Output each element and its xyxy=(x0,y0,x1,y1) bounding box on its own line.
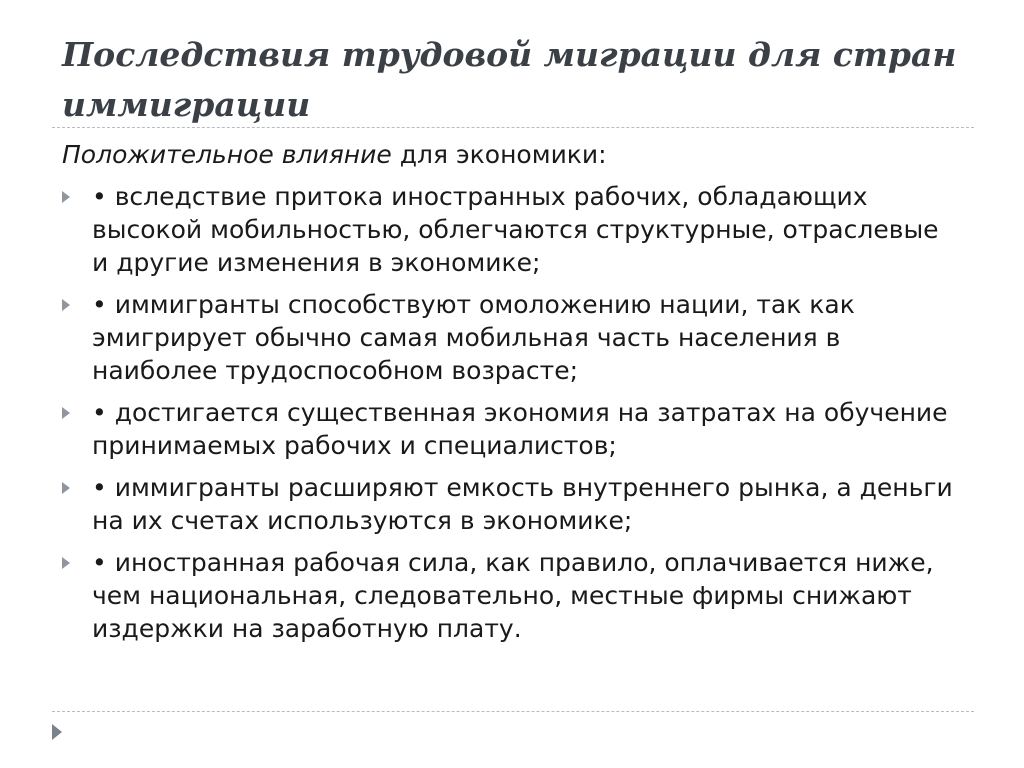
bullet-text: • иностранная рабочая сила, как правило, оплачивается ниже, чем национальная, следовательно, местные фирмы снижают издержки на заработную плату. xyxy=(92,548,934,643)
footer-divider xyxy=(52,711,974,712)
triangle-right-icon xyxy=(62,191,70,203)
triangle-right-icon xyxy=(62,407,70,419)
bullet-text: • достигается существенная экономия на затратах на обучение принимаемых рабочих и специалистов; xyxy=(92,398,948,460)
bullet-list xyxy=(62,180,962,654)
triangle-right-icon xyxy=(62,482,70,494)
triangle-right-icon xyxy=(62,299,70,311)
slide-title: Последствия трудовой миграции для стран иммиграции xyxy=(62,35,957,124)
bullet-text: • иммигранты расширяют емкость внутреннего рынка, а деньги на их счетах используются в экономике; xyxy=(92,473,953,535)
title-divider xyxy=(52,127,974,128)
intro-emphasis: Положительное влияние xyxy=(62,140,392,169)
bullet-text: • вследствие притока иностранных рабочих, обладающих высокой мобильностью, облегчаются структурные, отраслевые и другие изменения в экономике; xyxy=(92,182,939,277)
bullet-item xyxy=(62,471,962,537)
bullet-item xyxy=(62,546,962,645)
bullet-text: • иммигранты способствуют омоложению нации, так как эмигрирует обычно самая мобильная часть населения в наиболее трудоспособном возрасте; xyxy=(92,290,855,385)
triangle-right-icon xyxy=(62,557,70,569)
triangle-right-icon xyxy=(52,724,62,740)
bullet-item xyxy=(62,396,962,462)
bullet-item xyxy=(62,288,962,387)
bullet-item xyxy=(62,180,962,279)
intro-line xyxy=(62,138,962,172)
intro-rest: для экономики: xyxy=(391,140,607,169)
